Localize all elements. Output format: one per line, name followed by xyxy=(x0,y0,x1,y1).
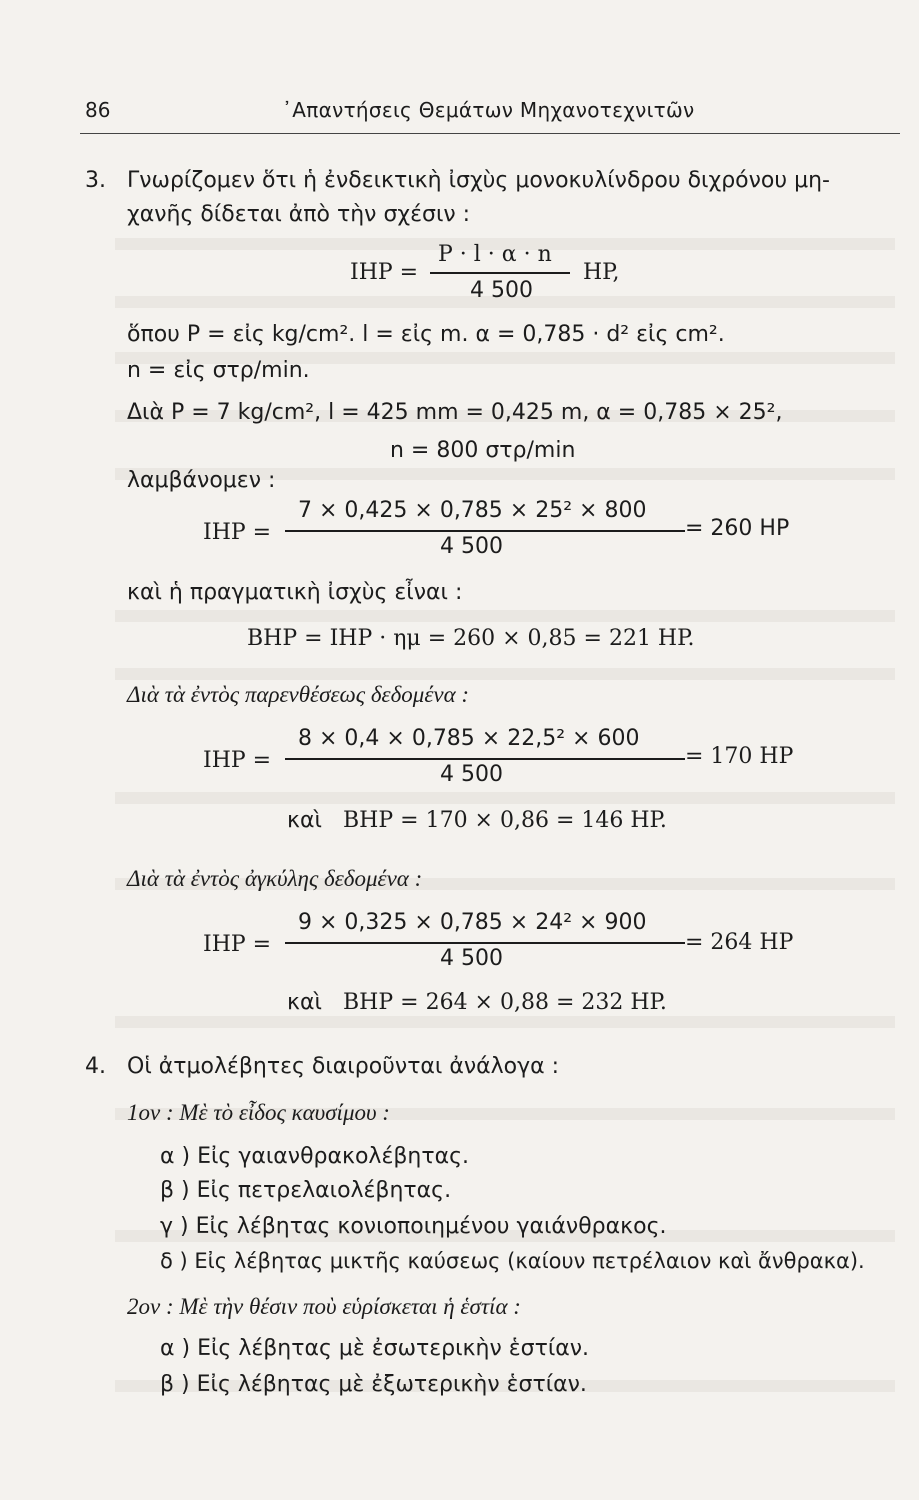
receive-text: λαμβάνομεν : xyxy=(127,468,276,493)
real-power-text: καὶ ἡ πραγματικὴ ἰσχὺς εἶναι : xyxy=(127,580,463,605)
list-item: δ ) Εἰς λέβητας μικτῆς καύσεως (καίουν πετρέλαιον καὶ ἄνθρακα). xyxy=(160,1249,865,1273)
bhp-result-2: BHP = 170 × 0,86 = 146 HP. xyxy=(343,808,667,833)
parenthesis-heading: Διὰ τὰ ἐντὸς παρενθέσεως δεδομένα : xyxy=(127,682,470,707)
formula-denominator: 4 500 xyxy=(440,534,503,559)
list-item: β ) Εἰς λέβητας μὲ ἐξωτερικὴν ἑστίαν. xyxy=(160,1372,587,1397)
and-label-2: καὶ xyxy=(287,990,322,1015)
q3-number: 3. xyxy=(85,168,106,193)
formula-rhs: HP, xyxy=(583,260,620,285)
running-title: ᾿Απαντήσεις Θεμάτων Μηχανοτεχνιτῶν xyxy=(282,98,695,122)
formula-numerator: 8 × 0,4 × 0,785 × 22,5² × 600 xyxy=(298,726,640,751)
bhp-result-3: BHP = 264 × 0,88 = 232 HP. xyxy=(343,990,667,1015)
formula-lhs: IHP = xyxy=(203,520,272,545)
list-item: γ ) Εἰς λέβητας κονιοποιημένου γαιάνθρακος. xyxy=(160,1214,667,1239)
q3-intro-line-2: χανῆς δίδεται ἀπὸ τὴν σχέσιν : xyxy=(127,202,471,227)
formula-lhs: IHP = xyxy=(350,260,419,285)
given-line-1: Διὰ P = 7 kg/cm², l = 425 mm = 0,425 m, α = 0,785 × 25², xyxy=(127,400,783,425)
where-line-2: n = εἰς στρ/min. xyxy=(127,358,310,383)
formula-rhs: = 264 HP xyxy=(685,930,794,955)
formula-numerator: P · l · α · n xyxy=(438,242,552,267)
list-item: α ) Εἰς λέβητας μὲ ἐσωτερικὴν ἑστίαν. xyxy=(160,1336,590,1361)
q3-intro-line-1: Γνωρίζομεν ὅτι ἡ ἐνδεικτικὴ ἰσχὺς μονοκυλίνδρου διχρόνου μη- xyxy=(127,168,830,193)
category-2-heading: 2ον : Μὲ τὴν θέσιν ποὺ εὑρίσκεται ἡ ἑστία : xyxy=(127,1294,521,1319)
given-line-2: n = 800 στρ/min xyxy=(390,438,576,463)
header-rule xyxy=(80,133,900,134)
bracket-heading: Διὰ τὰ ἐντὸς ἀγκύλης δεδομένα : xyxy=(127,866,423,891)
formula-lhs: IHP = xyxy=(203,932,272,957)
fraction-bar xyxy=(430,272,570,274)
formula-denominator: 4 500 xyxy=(470,278,533,303)
and-label-1: καὶ xyxy=(287,808,322,833)
formula-denominator: 4 500 xyxy=(440,762,503,787)
formula-lhs: IHP = xyxy=(203,748,272,773)
category-1-heading: 1ον : Μὲ τὸ εἶδος καυσίμου : xyxy=(127,1100,390,1125)
where-line-1: ὅπου P = εἰς kg/cm². l = εἰς m. α = 0,785 · d² εἰς cm². xyxy=(127,322,725,347)
formula-rhs: = 260 HP xyxy=(685,516,790,541)
q4-number: 4. xyxy=(85,1054,106,1079)
formula-numerator: 9 × 0,325 × 0,785 × 24² × 900 xyxy=(298,910,647,935)
formula-numerator: 7 × 0,425 × 0,785 × 25² × 800 xyxy=(298,498,647,523)
bhp-result-1: BHP = IHP · ημ = 260 × 0,85 = 221 HP. xyxy=(247,626,695,651)
formula-rhs: = 170 HP xyxy=(685,744,794,769)
page-number: 86 xyxy=(85,98,111,122)
list-item: α ) Εἰς γαιανθρακολέβητας. xyxy=(160,1144,469,1169)
formula-denominator: 4 500 xyxy=(440,946,503,971)
list-item: β ) Εἰς πετρελαιολέβητας. xyxy=(160,1178,452,1203)
q4-intro: Οἱ ἀτμολέβητες διαιροῦνται ἀνάλογα : xyxy=(127,1054,560,1079)
